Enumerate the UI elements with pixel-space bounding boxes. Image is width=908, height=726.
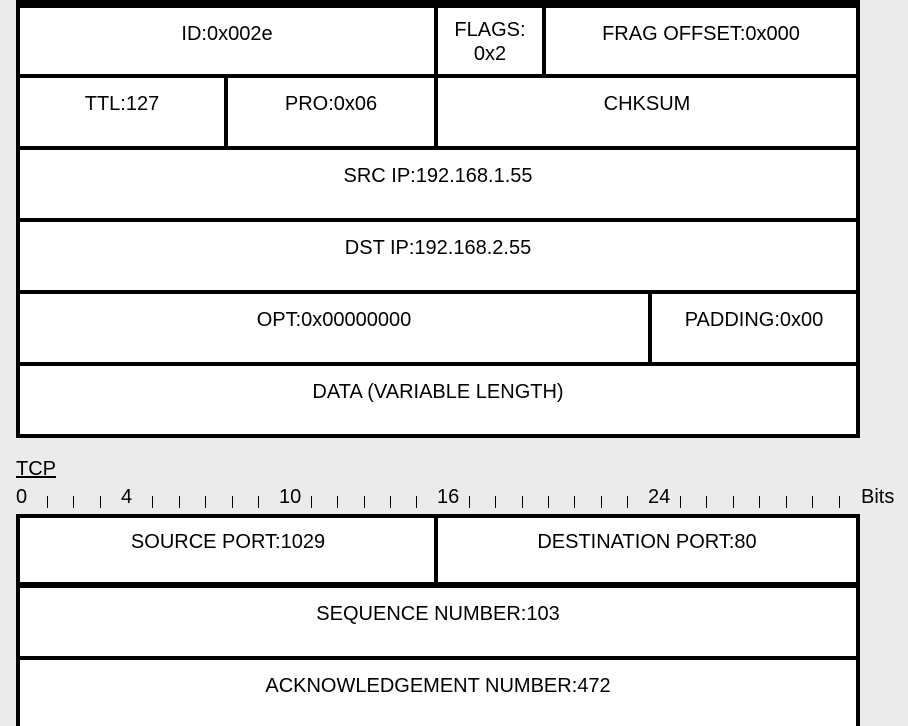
tcp-ack-number-field: ACKNOWLEDGEMENT NUMBER:472 [16,656,860,726]
ruler-tick [812,496,813,508]
ruler-unit-label: Bits [861,486,895,508]
ruler-tick [152,496,153,508]
ruler-tick [548,496,549,508]
ruler-tick [574,496,575,508]
ip-id-field: ID:0x002e [16,4,438,78]
ruler-label-16: 16 [437,486,460,508]
ip-data-field: DATA (VARIABLE LENGTH) [16,362,860,438]
tcp-sequence-number-field: SEQUENCE NUMBER:103 [16,584,860,660]
ruler-tick [364,496,365,508]
ruler-tick [601,496,602,508]
ruler-tick [258,496,259,508]
ruler-tick [706,496,707,508]
ip-src-ip-field: SRC IP:192.168.1.55 [16,146,860,222]
ruler-tick [759,496,760,508]
tcp-source-port-field: SOURCE PORT:1029 [16,514,440,586]
ip-options-field: OPT:0x00000000 [16,290,652,366]
ruler-tick [179,496,180,508]
ruler-tick [416,496,417,508]
ruler-tick [839,496,840,508]
ruler-tick [311,496,312,508]
ruler-tick [786,496,787,508]
ip-checksum-field: CHKSUM [434,74,860,150]
ruler-tick [469,496,470,508]
ruler-tick [47,496,48,508]
ruler-tick [390,496,391,508]
ruler-tick [733,496,734,508]
ruler-label-24: 24 [648,486,671,508]
ip-frag-offset-field: FRAG OFFSET:0x000 [542,4,860,78]
ruler-tick [495,496,496,508]
ip-protocol-field: PRO:0x06 [224,74,438,150]
ip-padding-field: PADDING:0x00 [648,290,860,366]
ruler-tick [73,496,74,508]
ruler-tick [680,496,681,508]
bit-ruler [0,484,908,514]
ruler-tick [627,496,628,508]
ip-flags-field: FLAGS: 0x2 [434,4,546,78]
ruler-tick [232,496,233,508]
ruler-label-0: 0 [16,486,28,508]
ip-dst-ip-field: DST IP:192.168.2.55 [16,218,860,294]
ruler-tick [100,496,101,508]
tcp-section-title: TCP [16,458,56,480]
ip-ttl-field: TTL:127 [16,74,228,150]
ruler-tick [205,496,206,508]
ruler-label-4: 4 [121,486,133,508]
ruler-label-10: 10 [279,486,302,508]
tcp-destination-port-field: DESTINATION PORT:80 [434,514,860,586]
ruler-tick [522,496,523,508]
ruler-tick [337,496,338,508]
